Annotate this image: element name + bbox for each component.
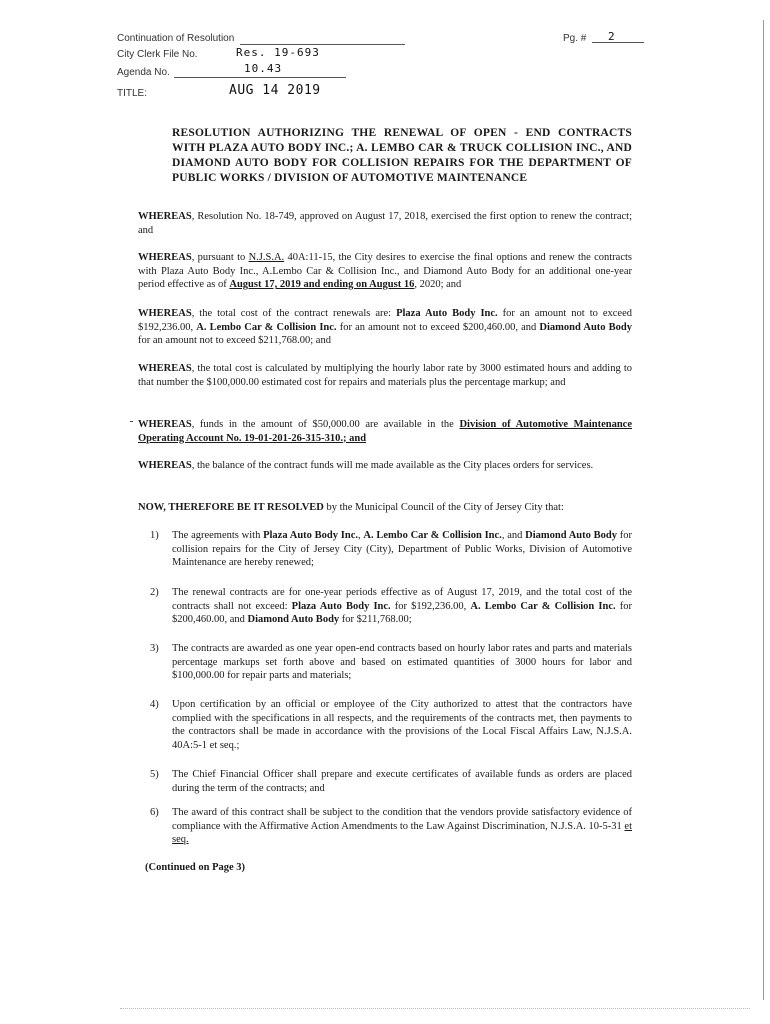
whereas-text: , 2020; and <box>414 279 462 290</box>
whereas-2 <box>138 251 632 292</box>
vendor-name: A. Lembo Car & Collision Inc. <box>196 321 337 333</box>
item-text: The Chief Financial Officer shall prepare and execute certificates of available funds as orders are placed during the term of the contracts; and <box>172 769 632 794</box>
vendor-name: Diamond Auto Body <box>525 530 617 541</box>
whereas-lead: WHEREAS <box>138 211 192 222</box>
resolved-clause <box>138 501 632 515</box>
whereas-lead: WHEREAS <box>138 252 192 263</box>
item-number: 6) <box>150 807 159 818</box>
whereas-text: 40A:11-15, the City desires to exercise the final options and renew the contracts with Plaza Auto Body Inc., A.Lembo Car & Collision Inc., and Diamond Auto Body for an additional one-year period effective as of <box>138 252 633 290</box>
agenda-value: 10.43 <box>244 62 283 75</box>
resolution-item-2 <box>150 586 632 627</box>
operating-account: Division of Automotive Maintenance Operating Account No. 19-01-201-26-315-310.; and <box>138 419 632 444</box>
whereas-1 <box>138 210 632 237</box>
whereas-lead: WHEREAS <box>138 460 192 471</box>
resolved-text: by the Municipal Council of the City of Jersey City that: <box>323 502 564 513</box>
continued-note: (Continued on Page 3) <box>145 862 246 873</box>
whereas-text: , funds in the amount of $50,000.00 are available in the <box>191 419 460 430</box>
whereas-5 <box>138 418 632 445</box>
item-text: Upon certification by an official or employee of the City authorized to attest that the contractors have complied with the specifications in all respects, and the requirements of the contracts met, then payments to the contractors shall be made in accordance with the provisions of the Local Fiscal Affairs Law, N.J.S.A. 40A:5-1 et seq.; <box>172 699 632 751</box>
continuation-label: Continuation of Resolution <box>117 33 235 44</box>
clerk-file-label: City Clerk File No. <box>117 49 198 60</box>
resolved-lead: NOW, THEREFORE BE IT RESOLVED <box>138 502 324 513</box>
title-label: TITLE: <box>117 88 148 99</box>
et-seq: et seq. <box>172 820 632 845</box>
margin-mark <box>130 421 133 422</box>
vendor-name: Plaza Auto Body Inc. <box>396 308 498 319</box>
item-number: 1) <box>150 530 159 541</box>
whereas-lead: WHEREAS <box>138 363 192 374</box>
vendor-name: Plaza Auto Body Inc. <box>291 600 391 612</box>
vendor-name: A. Lembo Car & Collision Inc. <box>470 600 616 612</box>
resolution-item-4 <box>150 698 632 752</box>
resolution-item-6 <box>150 806 632 847</box>
whereas-4 <box>138 362 632 389</box>
item-number: 5) <box>150 769 159 780</box>
resolution-item-1 <box>150 529 632 570</box>
vendor-name: Diamond Auto Body <box>539 321 633 333</box>
whereas-text: , the balance of the contract funds will me made available as the City places orders for services. <box>191 460 594 471</box>
item-text: The renewal contracts are for one-year periods effective as of August 17, 2019, and the total cost of the contracts shall not exceed: Plaza Auto Body Inc. for $192,236.00, A. Lembo Car & Collision Inc. for $200,460.00, and Diamond Auto Body for $211,768.00; <box>172 587 632 625</box>
whereas-text: , the total cost is calculated by multiplying the hourly labor rate by 3000 estimated hours and adding to that number the $100,000.00 estimated cost for repairs and materials plus the percentage markup; and <box>138 363 632 388</box>
page-number: 2 <box>608 30 616 43</box>
item-number: 3) <box>150 643 159 654</box>
item-text: The contracts are awarded as one year open-end contracts based on hourly labor rates and parts and materials percentage markups set forth above and based on estimated quantities of 3000 hours for labor and $100,000.00 for repair parts and materials; <box>172 643 632 681</box>
page-line <box>592 42 644 43</box>
vendor-name: A. Lembo Car & Collision Inc. <box>363 530 502 541</box>
whereas-6 <box>138 459 632 473</box>
title-stamp-date: AUG 14 2019 <box>229 83 321 98</box>
item-number: 4) <box>150 699 159 710</box>
whereas-text: for an amount not to exceed $192,236.00, <box>138 308 633 333</box>
vendor-name: Diamond Auto Body <box>247 614 340 625</box>
scan-edge <box>763 20 764 1000</box>
item-text: The agreements with Plaza Auto Body Inc., A. Lembo Car & Collision Inc., and Diamond Auto Body for collision repairs for the City of Jersey City (City), Department of Public Works, Division of Automotive Maintenance are hereby renewed; <box>172 530 632 568</box>
whereas-text: , Resolution No. 18-749, approved on August 17, 2018, exercised the first option to renew the contract; and <box>138 211 632 236</box>
whereas-text: for an amount not to exceed $211,768.00; and <box>138 335 331 346</box>
whereas-text: , pursuant to <box>191 252 249 263</box>
resolution-title: RESOLUTION AUTHORIZING THE RENEWAL OF OPEN - END CONTRACTS WITH PLAZA AUTO BODY INC.; A. LEMBO CAR & TRUCK COLLISION INC., AND DIAMOND AUTO BODY FOR COLLISION REPAIRS FOR THE DEPARTMENT OF PUBLIC WORKS / DIVISION OF AUTOMOTIVE MAINTENANCE <box>172 127 632 184</box>
item-text: The award of this contract shall be subject to the condition that the vendors provide satisfactory evidence of compliance with the Affirmative Action Amendments to the Law Against Discrimination, N.J.S.A. 10-5-31 et seq. <box>172 807 632 845</box>
whereas-text: for an amount not to exceed $200,460.00, and <box>336 321 540 333</box>
agenda-line <box>174 77 346 78</box>
resolution-item-5 <box>150 768 632 795</box>
vendor-name: Plaza Auto Body Inc. <box>263 530 358 541</box>
whereas-text: , the total cost of the contract renewals are: <box>191 308 397 319</box>
agenda-label: Agenda No. <box>117 67 170 78</box>
clerk-file-value: Res. 19-693 <box>236 46 320 59</box>
continuation-line <box>240 44 405 45</box>
whereas-3 <box>138 307 632 348</box>
scan-bottom-edge <box>120 1008 750 1009</box>
item-number: 2) <box>150 587 159 598</box>
resolution-item-3 <box>150 642 632 683</box>
whereas-lead: WHEREAS <box>138 308 192 319</box>
renewal-dates: August 17, 2019 and ending on August 16 <box>229 279 415 290</box>
page-label: Pg. # <box>563 33 587 44</box>
whereas-lead: WHEREAS <box>138 419 192 430</box>
statute-ref: N.J.S.A. <box>248 252 285 263</box>
